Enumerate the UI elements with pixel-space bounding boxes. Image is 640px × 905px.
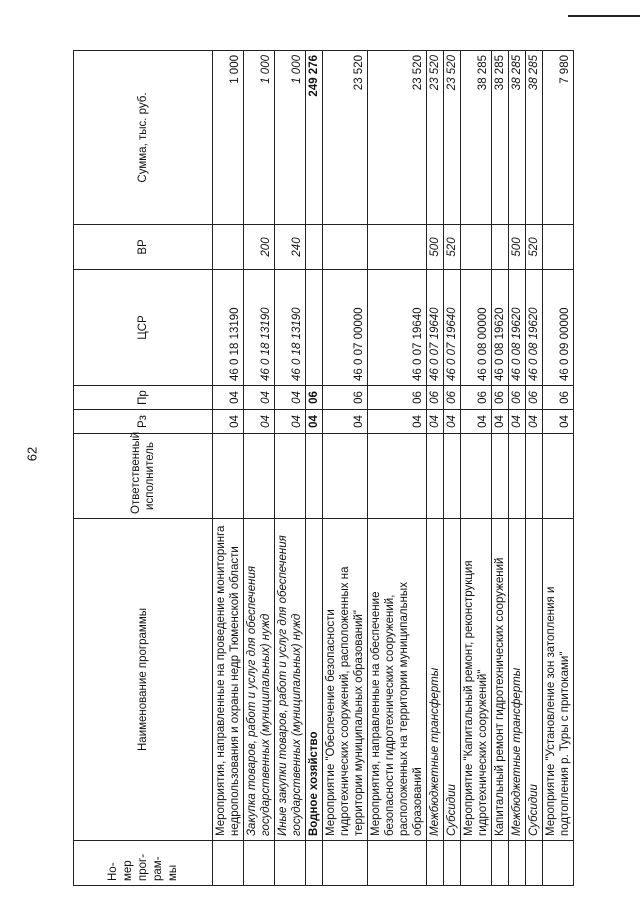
cell-nomer — [526, 841, 543, 886]
cell-pr: 06 — [543, 386, 574, 410]
cell-csr: 46 0 07 19640 — [368, 270, 427, 386]
cell-name: Мероприятие "Обеспечение безопасности гидротехнических сооружений, расположенных на территории муниципальных образований" — [323, 519, 368, 841]
cell-sum: 38 285 — [492, 51, 509, 225]
cell-vr — [461, 225, 492, 270]
cell-rz: 04 — [275, 410, 306, 434]
cell-executor — [509, 434, 526, 519]
cell-rz: 04 — [368, 410, 427, 434]
cell-csr: 46 0 08 19620 — [509, 270, 526, 386]
cell-name: Иные закупки товаров, работ и услуг для обеспечения государственных (муниципальных) нужд — [275, 519, 306, 841]
cell-executor — [244, 434, 275, 519]
cell-nomer — [306, 841, 323, 886]
cell-name: Мероприятие "Капитальный ремонт, реконструкция гидротехнических сооружений" — [461, 519, 492, 841]
cell-executor — [306, 434, 323, 519]
cell-nomer — [444, 841, 461, 886]
cell-pr: 06 — [526, 386, 543, 410]
table-row — [427, 51, 444, 886]
cell-rz: 04 — [306, 410, 323, 434]
cell-pr: 06 — [461, 386, 492, 410]
cell-executor — [526, 434, 543, 519]
cell-csr: 46 0 18 13190 — [275, 270, 306, 386]
cell-vr — [323, 225, 368, 270]
table-row — [213, 51, 244, 886]
cell-vr: 500 — [509, 225, 526, 270]
cell-pr: 06 — [509, 386, 526, 410]
cell-name: Закупка товаров, работ и услуг для обеспечения государственных (муниципальных) нужд — [244, 519, 275, 841]
cell-csr: 46 0 18 13190 — [244, 270, 275, 386]
cell-pr: 06 — [368, 386, 427, 410]
cell-executor — [427, 434, 444, 519]
cell-sum: 1 000 — [244, 51, 275, 225]
header-sum: Сумма, тыс. руб. — [74, 51, 213, 225]
cell-name: Капитальный ремонт гидротехнических сооружений — [492, 519, 509, 841]
cell-vr: 200 — [244, 225, 275, 270]
cell-nomer — [323, 841, 368, 886]
cell-rz: 04 — [543, 410, 574, 434]
cell-nomer — [461, 841, 492, 886]
cell-name: Мероприятия, направленные на обеспечение безопасности гидротехнических сооружений, расположенных на территории муниципальных образований — [368, 519, 427, 841]
cell-rz: 04 — [492, 410, 509, 434]
cell-pr: 06 — [306, 386, 323, 410]
cell-executor — [323, 434, 368, 519]
cell-vr — [492, 225, 509, 270]
table-row — [492, 51, 509, 886]
cell-csr: 46 0 18 13190 — [213, 270, 244, 386]
cell-csr: 46 0 08 00000 — [461, 270, 492, 386]
cell-vr: 240 — [275, 225, 306, 270]
cell-sum: 1 000 — [275, 51, 306, 225]
cell-pr: 06 — [492, 386, 509, 410]
cell-sum: 23 520 — [323, 51, 368, 225]
cell-name: Межбюджетные трансферты — [427, 519, 444, 841]
cell-csr: 46 0 07 19640 — [427, 270, 444, 386]
header-pr: Пр — [74, 386, 213, 410]
cell-rz: 04 — [461, 410, 492, 434]
table-row — [509, 51, 526, 886]
cell-name: Межбюджетные трансферты — [509, 519, 526, 841]
header-rz: Рз — [74, 410, 213, 434]
cell-pr: 06 — [444, 386, 461, 410]
cell-pr: 04 — [275, 386, 306, 410]
header-executor: Ответственный исполнитель — [74, 434, 213, 519]
cell-pr: 04 — [244, 386, 275, 410]
cell-rz: 04 — [444, 410, 461, 434]
cell-vr: 520 — [444, 225, 461, 270]
header-name: Наименование программы — [74, 519, 213, 841]
cell-pr: 06 — [323, 386, 368, 410]
cell-csr — [306, 270, 323, 386]
cell-nomer — [427, 841, 444, 886]
cell-csr: 46 0 07 00000 — [323, 270, 368, 386]
cell-csr: 46 0 07 19640 — [444, 270, 461, 386]
cell-name: Субсидии — [526, 519, 543, 841]
cell-nomer — [509, 841, 526, 886]
table-row — [275, 51, 306, 886]
table-row — [461, 51, 492, 886]
budget-table — [73, 50, 574, 886]
cell-rz: 04 — [427, 410, 444, 434]
cell-name: Водное хозяйство — [306, 519, 323, 841]
cell-nomer — [244, 841, 275, 886]
cell-csr: 46 0 08 19620 — [492, 270, 509, 386]
header-csr: ЦСР — [74, 270, 213, 386]
cell-vr — [543, 225, 574, 270]
cell-pr: 04 — [213, 386, 244, 410]
cell-vr — [368, 225, 427, 270]
header-nomer: Но-мер прог-рам-мы — [74, 841, 213, 886]
cell-sum: 1 000 — [213, 51, 244, 225]
page-number: 62 — [24, 446, 40, 462]
cell-executor — [213, 434, 244, 519]
cell-rz: 04 — [509, 410, 526, 434]
table-row — [323, 51, 368, 886]
header-row — [74, 51, 213, 886]
cell-rz: 04 — [213, 410, 244, 434]
cell-sum: 38 285 — [461, 51, 492, 225]
table-body — [213, 51, 574, 886]
cell-sum: 38 285 — [526, 51, 543, 225]
cell-executor — [461, 434, 492, 519]
table-row — [543, 51, 574, 886]
cell-rz: 04 — [323, 410, 368, 434]
cell-sum: 7 980 — [543, 51, 574, 225]
cell-name: Мероприятие "Установление зон затопления и подтопления р. Туры с притоками" — [543, 519, 574, 841]
table-row — [444, 51, 461, 886]
cell-executor — [275, 434, 306, 519]
cell-vr: 520 — [526, 225, 543, 270]
cell-nomer — [213, 841, 244, 886]
cell-rz: 04 — [526, 410, 543, 434]
cell-csr: 46 0 08 19620 — [526, 270, 543, 386]
cell-nomer — [275, 841, 306, 886]
cell-executor — [543, 434, 574, 519]
cell-sum: 23 520 — [427, 51, 444, 225]
cell-sum: 23 520 — [444, 51, 461, 225]
cell-pr: 06 — [427, 386, 444, 410]
table-row — [526, 51, 543, 886]
top-rule — [568, 15, 640, 17]
cell-executor — [368, 434, 427, 519]
table-row — [244, 51, 275, 886]
cell-nomer — [492, 841, 509, 886]
table-container — [73, 51, 575, 886]
cell-vr — [213, 225, 244, 270]
cell-rz: 04 — [244, 410, 275, 434]
header-vr: ВР — [74, 225, 213, 270]
cell-executor — [492, 434, 509, 519]
cell-vr — [306, 225, 323, 270]
table-row — [368, 51, 427, 886]
cell-vr: 500 — [427, 225, 444, 270]
cell-csr: 46 0 09 00000 — [543, 270, 574, 386]
cell-nomer — [368, 841, 427, 886]
table-row — [306, 51, 323, 886]
cell-name: Мероприятия, направленные на проведение мониторинга недропользования и охраны недр Тюменской области — [213, 519, 244, 841]
cell-sum: 249 276 — [306, 51, 323, 225]
cell-sum: 38 285 — [509, 51, 526, 225]
cell-executor — [444, 434, 461, 519]
cell-sum: 23 520 — [368, 51, 427, 225]
cell-nomer — [543, 841, 574, 886]
cell-name: Субсидии — [444, 519, 461, 841]
